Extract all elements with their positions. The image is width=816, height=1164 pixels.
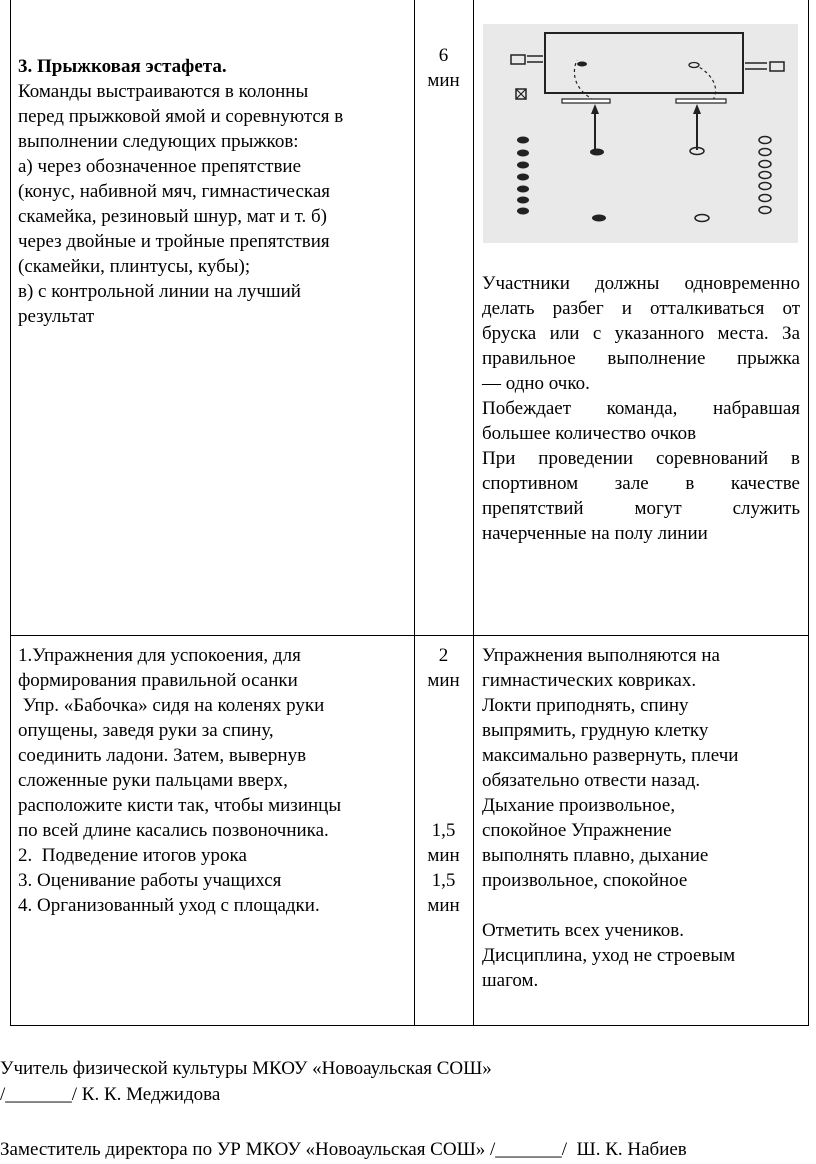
text-line: 2. Подведение итогов урока — [18, 845, 247, 866]
text-line: 4. Организованный уход с площадки. — [18, 895, 320, 916]
text-line: в) с контрольной линии на лучший — [18, 281, 301, 302]
text-line: (скамейки, плинтусы, кубы); — [18, 256, 251, 277]
text-line: Дыхание произвольное, — [482, 795, 676, 816]
deputy-line: Заместитель директора по УР МКОУ «Новоаульская СОШ» /_______/ Ш. К. Набиев — [0, 1139, 687, 1160]
landing-mark-left — [577, 62, 587, 67]
text-line: Упражнения выполняются на — [482, 645, 720, 666]
text-line: шагом. — [482, 970, 539, 991]
text-line: делать разбег и отталкиваться от — [482, 298, 800, 319]
duration-value: 2 — [438, 645, 449, 666]
text-line: бруска или с указанного места. За — [482, 323, 800, 344]
duration-unit: мин — [427, 895, 460, 916]
relay-description — [18, 54, 410, 329]
text-line: — одно очко. — [482, 373, 590, 394]
text-line: выполнении следующих прыжков: — [18, 131, 299, 152]
text-line: по всей длине касались позвоночника. — [18, 820, 329, 841]
text-line: Упр. «Бабочка» сидя на коленях руки — [18, 695, 325, 716]
cooldown-description — [18, 643, 410, 918]
text-line: Побеждает команда, набравшая — [482, 398, 800, 419]
text-line: Участники должны одновременно — [482, 273, 800, 294]
text-line: 1.Упражнения для успокоения, для — [18, 645, 301, 666]
text-line: Локти приподнять, спину — [482, 695, 689, 716]
summary-duration — [414, 818, 473, 918]
table-border-right — [808, 0, 809, 1026]
text-line: спортивном зале в качестве — [482, 473, 800, 494]
text-line: сложенные руки пальцами вверх, — [18, 770, 288, 791]
back-player-left — [592, 215, 606, 222]
text-line: а) через обозначенное препятствие — [18, 156, 302, 177]
teacher-line: Учитель физической культуры МКОУ «Новоаульская СОШ» — [0, 1058, 492, 1079]
start-player-left — [590, 149, 604, 156]
text-line: При проведении соревнований в — [482, 448, 800, 469]
text-line: 3. Оценивание работы учащихся — [18, 870, 282, 891]
text-line: расположите кисти так, чтобы мизинцы — [18, 795, 342, 816]
text-line: обязательно отвести назад. — [482, 770, 701, 791]
duration-unit: мин — [427, 70, 460, 91]
text-line: произвольное, спокойное — [482, 870, 688, 891]
duration-value: 1,5 — [431, 820, 456, 841]
relay-notes — [482, 271, 800, 546]
text-line: перед прыжковой ямой и соревнуются в — [18, 106, 344, 127]
duration-value: 6 — [438, 45, 449, 66]
relay-title: 3. Прыжковая эстафета. — [18, 56, 227, 77]
table-border-left — [10, 0, 11, 1026]
text-line: выполнять плавно, дыхание — [482, 845, 709, 866]
table-border-bottom — [10, 1025, 809, 1026]
text-line: формирования правильной осанки — [18, 670, 298, 691]
takeoff-board-right — [676, 99, 726, 103]
text-line: скамейка, резиновый шнур, мат и т. б) — [18, 206, 327, 227]
text-line: большее количество очков — [482, 423, 697, 444]
text-line: Команды выстраиваются в колонны — [18, 81, 309, 102]
text-line: опущены, заведя руки за спину, — [18, 720, 274, 741]
duration-unit: мин — [427, 670, 460, 691]
cooldown-notes — [482, 643, 800, 993]
table-row-divider — [10, 635, 809, 636]
text-line — [482, 893, 800, 918]
text-line: препятствий могут служить — [482, 498, 800, 519]
teacher-signature: /_______/ К. К. Меджидова — [0, 1084, 221, 1105]
table-divider-notes — [473, 0, 474, 1026]
text-line: Дисциплина, уход не строевым — [482, 945, 736, 966]
relay-diagram — [483, 24, 798, 243]
cooldown-duration — [414, 643, 473, 693]
duration-unit: мин — [427, 845, 460, 866]
duration-value: 1,5 — [431, 870, 456, 891]
text-line: соединить ладони. Затем, вывернув — [18, 745, 307, 766]
text-line: Отметить всех учеников. — [482, 920, 684, 941]
text-line: гимнастических ковриках. — [482, 670, 697, 691]
text-line: правильное выполнение прыжка — [482, 348, 800, 369]
text-line: (конус, набивной мяч, гимнастическая — [18, 181, 331, 202]
text-line: через двойные и тройные препятствия — [18, 231, 330, 252]
relay-duration — [414, 43, 473, 93]
text-line: спокойное Упражнение — [482, 820, 672, 841]
text-line: результат — [18, 306, 95, 327]
diagram-background — [483, 24, 798, 243]
text-line: выпрямить, грудную клетку — [482, 720, 709, 741]
takeoff-board-left — [562, 99, 610, 103]
text-line: максимально развернуть, плечи — [482, 745, 739, 766]
text-line: начерченные на полу линии — [482, 523, 708, 544]
